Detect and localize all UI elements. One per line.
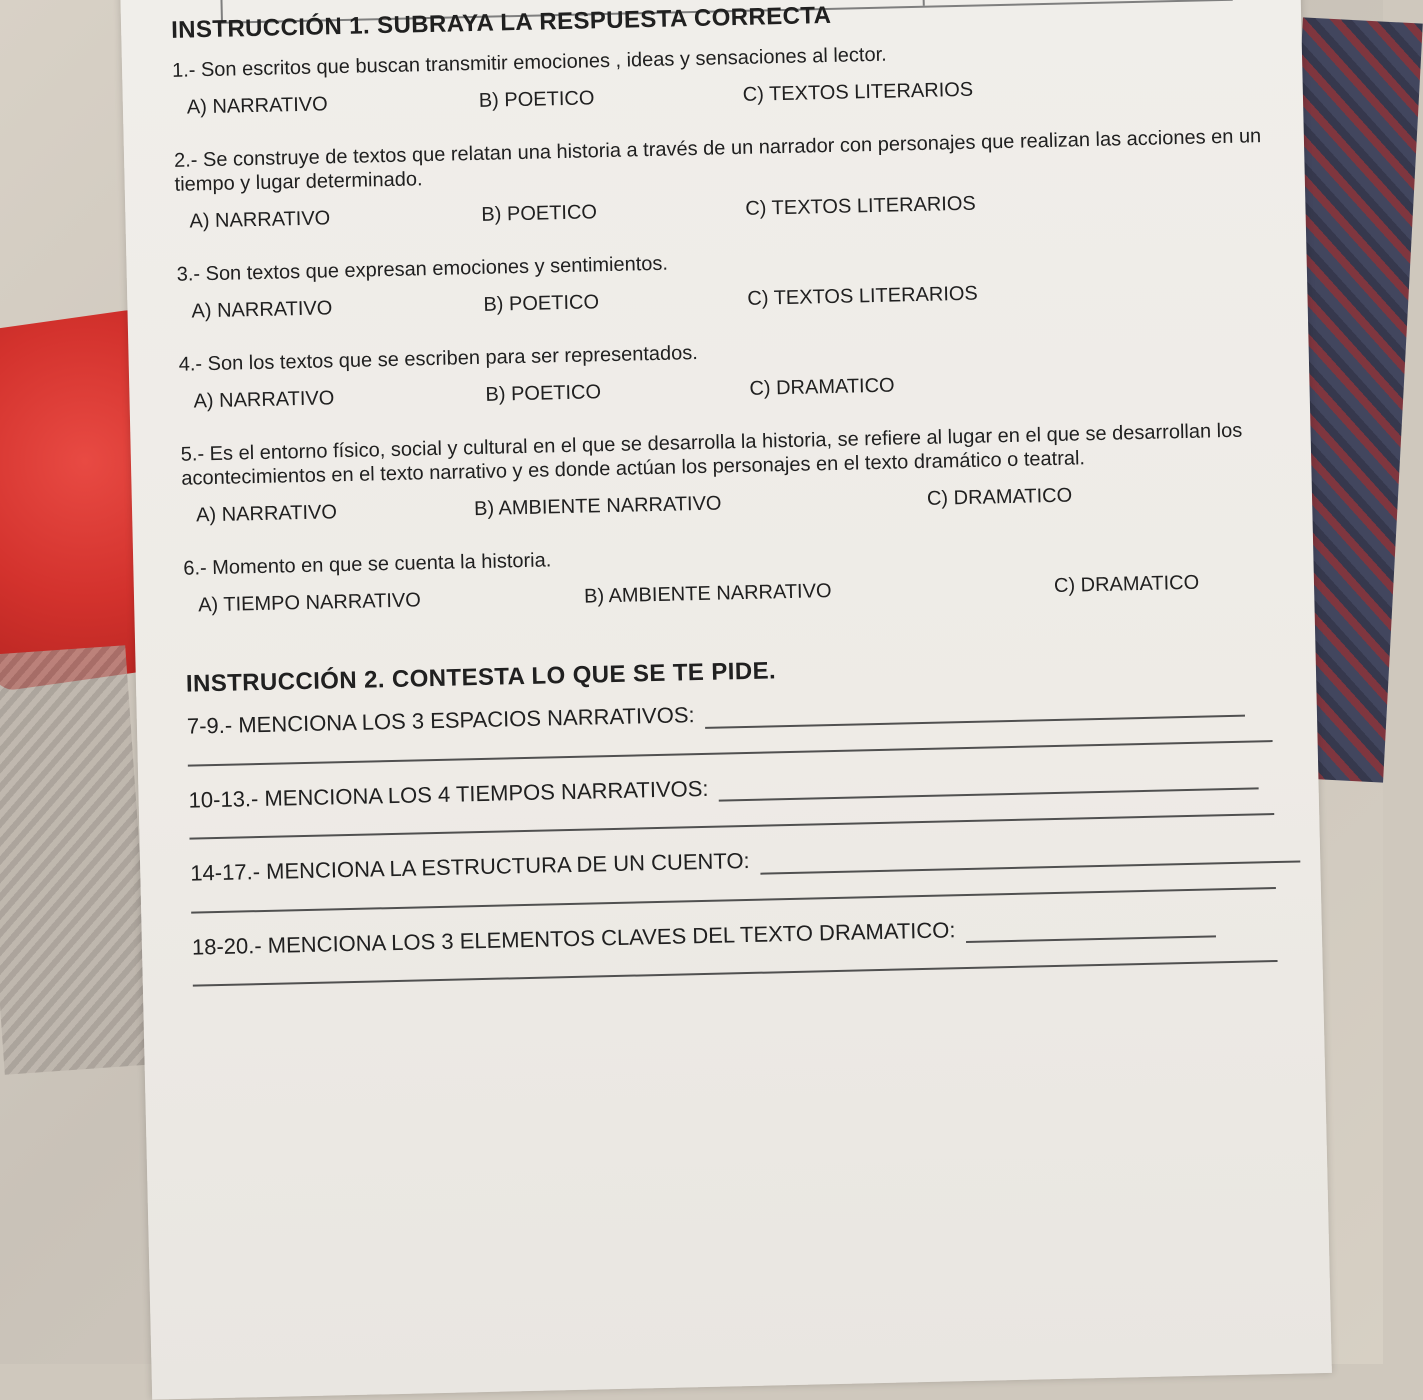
open-question-10-13-answer-line[interactable] — [718, 765, 1258, 801]
question-2-option-b[interactable]: B) POETICO — [481, 201, 598, 226]
worksheet-paper — [120, 0, 1332, 1400]
instruction-2-heading: INSTRUCCIÓN 2. CONTESTA LO QUE SE TE PIDE. — [185, 657, 777, 698]
open-question-10-13 — [188, 761, 1298, 814]
question-2-option-a[interactable]: A) NARRATIVO — [189, 207, 331, 233]
question-5-option-b[interactable]: B) AMBIENTE NARRATIVO — [473, 492, 722, 521]
question-4-text: 4.- Son los textos que se escriben para ser representados. — [178, 341, 699, 376]
question-1-option-c[interactable]: C) TEXTOS LITERARIOS — [742, 78, 974, 106]
question-5-option-c[interactable]: C) DRAMATICO — [926, 484, 1073, 510]
question-2-text: 2.- Se construye de textos que relatan una historia a través de un narrador con personajes que realizan las acciones en un tiempo y lugar determinado. — [173, 125, 1262, 196]
question-5-text: 5.- Es el entorno físico, social y cultural en el que se desarrolla la historia, se refiere al lugar en el que se desarrollan los acontecimientos en el texto narrativo y es donde actúan los personajes en el texto dramático o teatral. — [180, 419, 1243, 490]
open-question-14-17-answer-line[interactable] — [760, 838, 1300, 874]
bottom-spacing — [193, 981, 1303, 1014]
open-question-7-9-answer-line[interactable] — [704, 692, 1244, 728]
question-3-text: 3.- Son textos que expresan emociones y sentimientos. — [176, 252, 669, 286]
worksheet-content — [171, 0, 1303, 1015]
question-6-option-b[interactable]: B) AMBIENTE NARRATIVO — [583, 580, 832, 608]
question-1-option-a[interactable]: A) NARRATIVO — [186, 93, 328, 119]
instruction-1-heading: INSTRUCCIÓN 1. SUBRAYA LA RESPUESTA CORRECTA — [170, 1, 832, 44]
question-4-option-a[interactable]: A) NARRATIVO — [193, 387, 335, 413]
question-6-option-a[interactable]: A) TIEMPO NARRATIVO — [197, 589, 422, 617]
open-question-14-17-text: 14-17.- MENCIONA LA ESTRUCTURA DE UN CUENTO: — [189, 847, 750, 886]
open-question-14-17-extra-line[interactable] — [191, 887, 1276, 914]
question-3-option-a[interactable]: A) NARRATIVO — [191, 297, 333, 323]
open-question-7-9-text: 7-9.- MENCIONA LOS 3 ESPACIOS NARRATIVOS: — [186, 702, 695, 739]
open-question-7-9 — [187, 687, 1297, 740]
question-1-text: 1.- Son escritos que buscan transmitir emociones , ideas y sensaciones al lector. — [171, 43, 887, 82]
question-5-option-a[interactable]: A) NARRATIVO — [195, 501, 338, 527]
question-3-option-c[interactable]: C) TEXTOS LITERARIOS — [747, 282, 979, 310]
open-question-10-13-extra-line[interactable] — [189, 813, 1274, 840]
question-6-text: 6.- Momento en que se cuenta la historia. — [183, 549, 552, 580]
question-2-option-c[interactable]: C) TEXTOS LITERARIOS — [745, 192, 976, 220]
open-question-18-20-answer-line[interactable] — [965, 913, 1215, 943]
open-question-14-17 — [190, 834, 1300, 887]
open-question-18-20 — [192, 908, 1302, 961]
question-4-option-b[interactable]: B) POETICO — [485, 381, 602, 406]
open-question-18-20-extra-line[interactable] — [193, 960, 1278, 987]
question-3-option-b[interactable]: B) POETICO — [483, 291, 600, 316]
question-4-option-c[interactable]: C) DRAMATICO — [749, 374, 895, 400]
open-question-10-13-text: 10-13.- MENCIONA LOS 4 TIEMPOS NARRATIVOS: — [188, 775, 709, 813]
question-1-option-b[interactable]: B) POETICO — [478, 87, 595, 112]
open-question-18-20-text: 18-20.- MENCIONA LOS 3 ELEMENTOS CLAVES DEL TEXTO DRAMATICO: — [191, 916, 956, 960]
question-6-option-c[interactable]: C) DRAMATICO — [1053, 571, 1200, 597]
left-fabric-background — [0, 645, 154, 1074]
instruction-2-section — [186, 646, 1304, 1015]
open-question-7-9-extra-line[interactable] — [188, 740, 1273, 767]
